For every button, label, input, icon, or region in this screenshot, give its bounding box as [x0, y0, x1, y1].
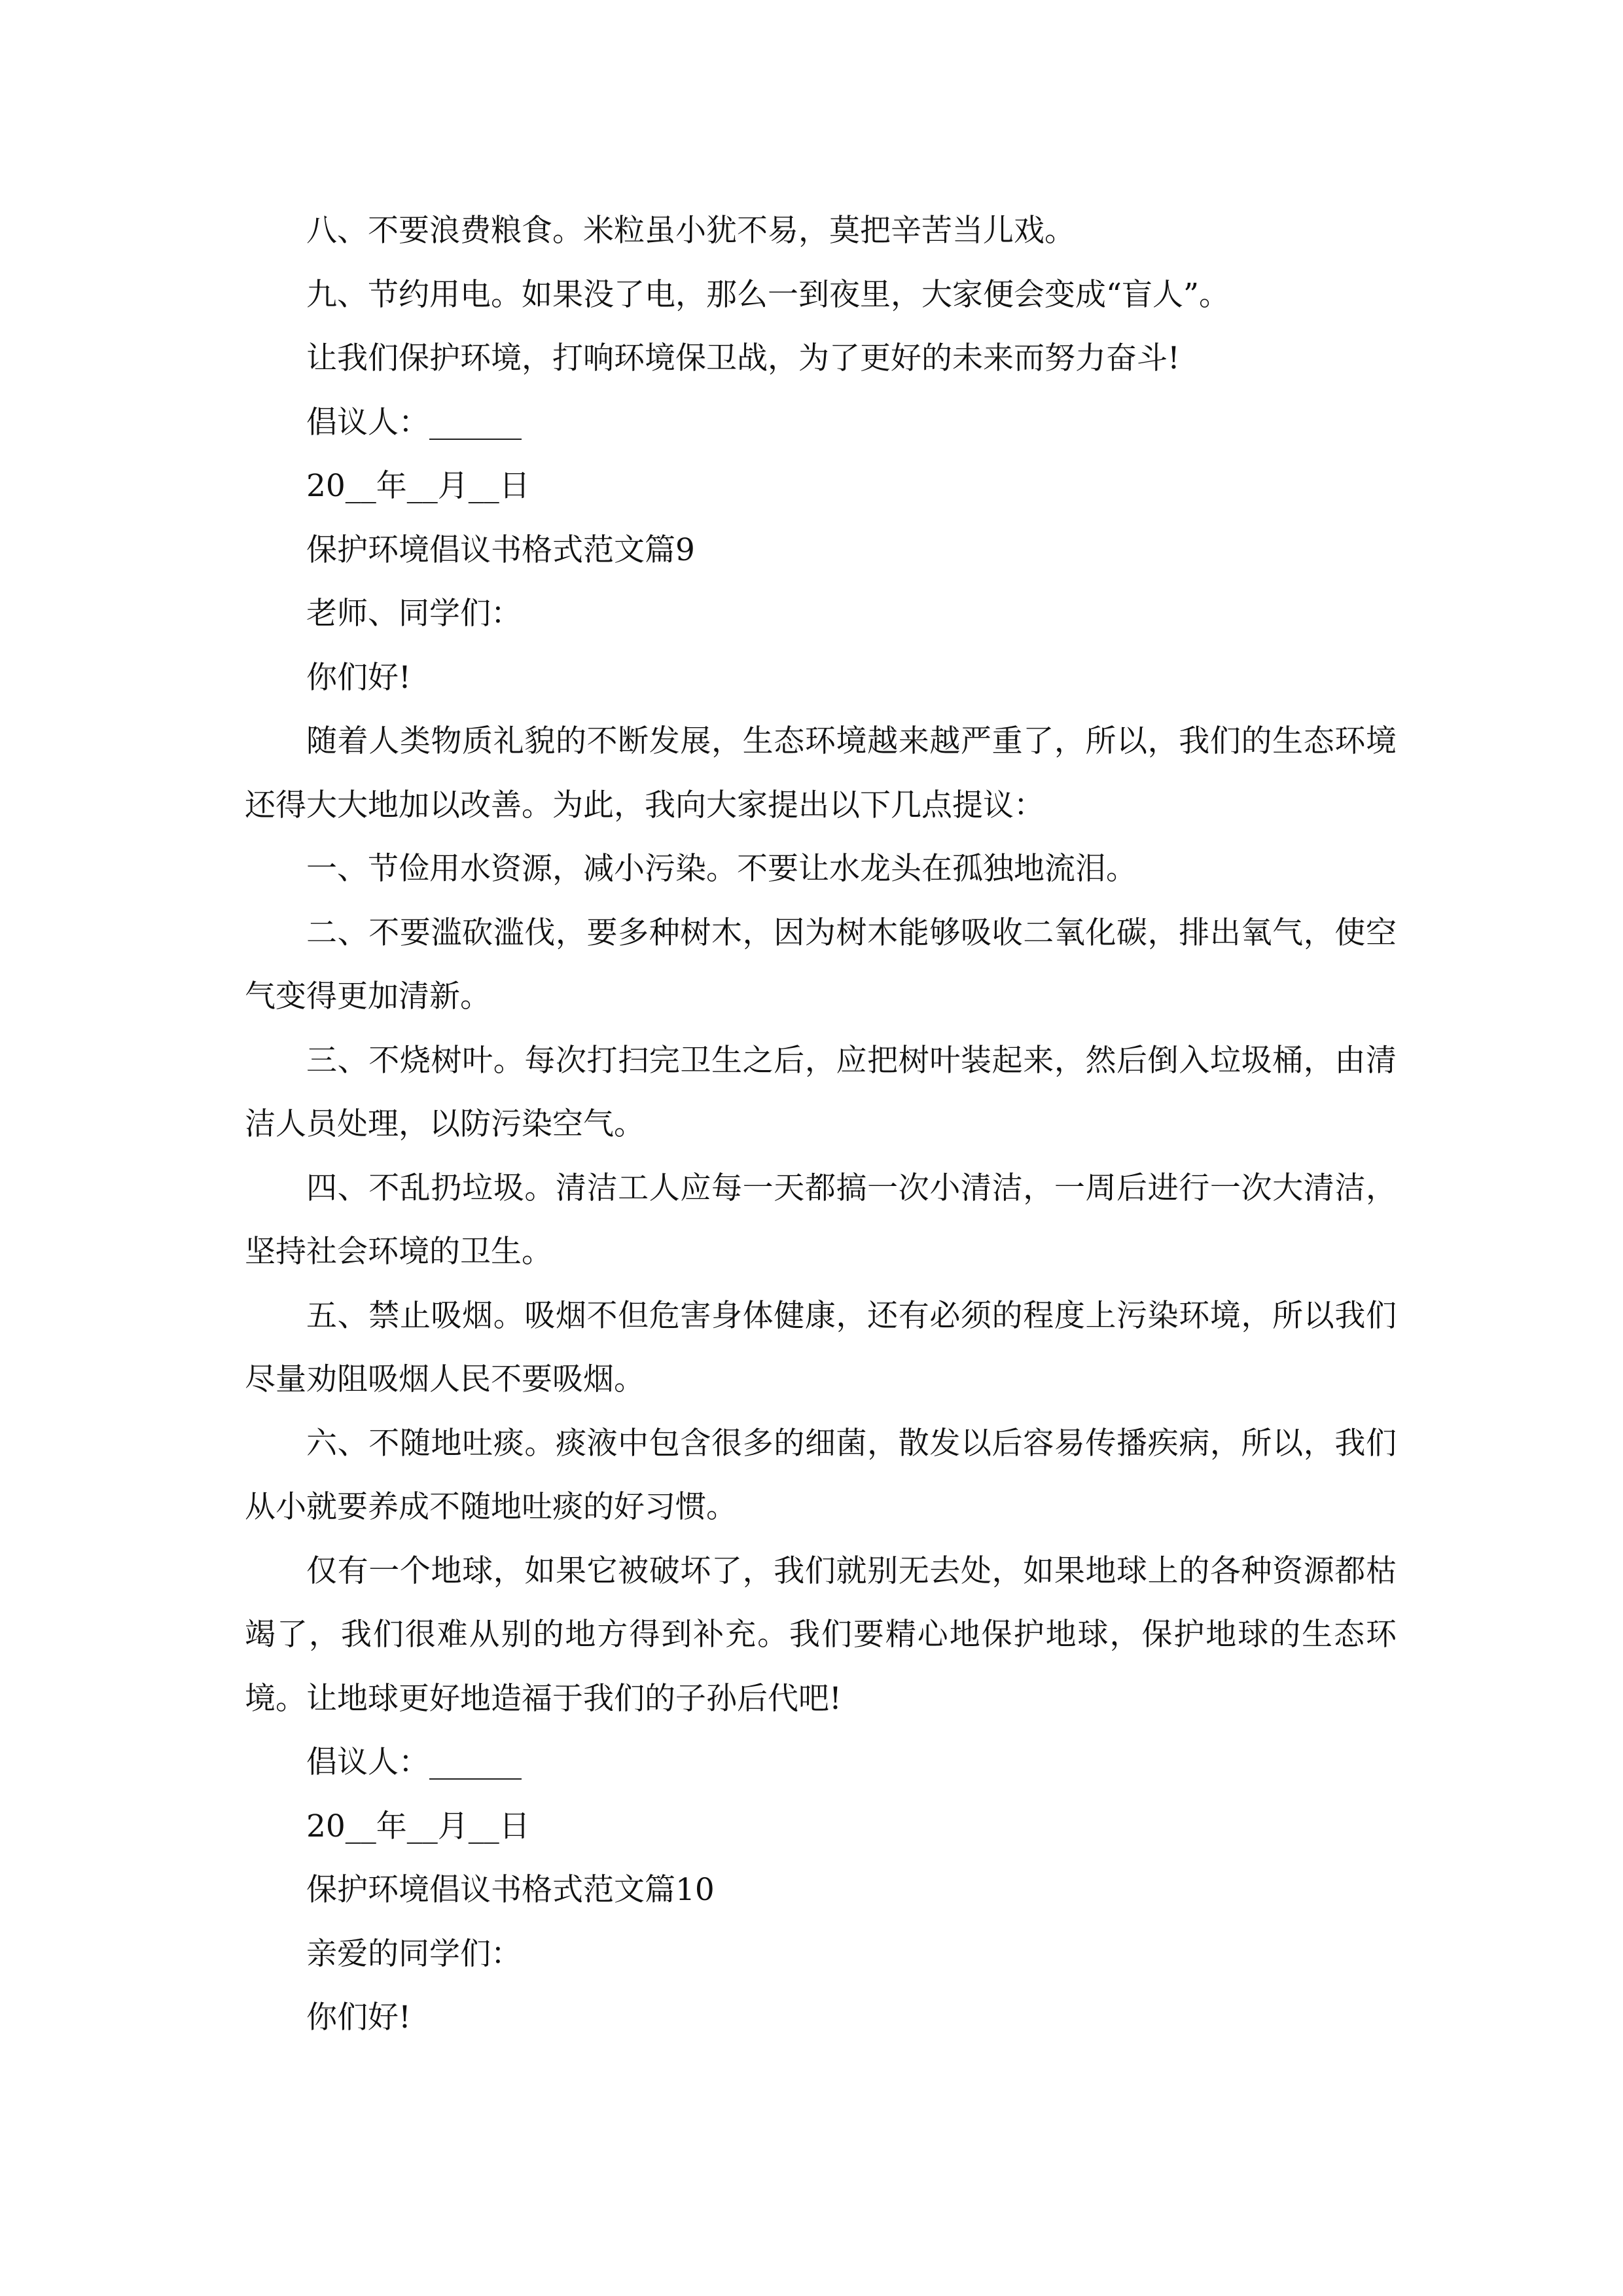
date-line: 20__年__月__日	[306, 1808, 530, 1844]
section-title: 保护环境倡议书格式范文篇9	[306, 531, 695, 568]
intro-paragraph: 随着人类物质礼貌的不断发展，生态环境越来越严重了，所以，我们的生态环境还得大大地加以改善。为此，我向大家提出以下几点提议：	[245, 723, 1397, 823]
greeting: 你们好!	[306, 2000, 411, 2036]
greeting: 你们好!	[306, 659, 411, 696]
document-body	[245, 199, 1397, 2050]
paragraph-item-8: 八、不要浪费粮食。米粒虽小犹不易，莫把辛苦当儿戏。	[306, 213, 1075, 249]
paragraph-item-3: 三、不烧树叶。每次打扫完卫生之后，应把树叶装起来，然后倒入垃圾桶，由清洁人员处理，以防污染空气。	[245, 1042, 1397, 1142]
salutation: 亲爱的同学们：	[306, 1935, 522, 1972]
paragraph-item-4: 四、不乱扔垃圾。清洁工人应每一天都搞一次小清洁，一周后进行一次大清洁，坚持社会环境的卫生。	[245, 1170, 1397, 1270]
paragraph-item-2: 二、不要滥砍滥伐，要多种树木，因为树木能够吸收二氧化碳，排出氧气，使空气变得更加清新。	[245, 914, 1397, 1014]
paragraph-item-5: 五、禁止吸烟。吸烟不但危害身体健康，还有必须的程度上污染环境，所以我们尽量劝阻吸烟人民不要吸烟。	[245, 1297, 1397, 1397]
paragraph-item-6: 六、不随地吐痰。痰液中包含很多的细菌，散发以后容易传播疾病，所以，我们从小就要养成不随地吐痰的好习惯。	[245, 1425, 1397, 1525]
signature-line: 倡议人：______	[306, 404, 522, 440]
paragraph-item-9: 九、节约用电。如果没了电，那么一到夜里，大家便会变成“盲人”。	[306, 276, 1230, 313]
closing-call-paragraph: 让我们保护环境，打响环境保卫战，为了更好的未来而努力奋斗!	[306, 340, 1180, 376]
signature-line: 倡议人：______	[306, 1744, 522, 1780]
salutation: 老师、同学们：	[306, 596, 522, 632]
date-line: 20__年__月__日	[306, 468, 530, 504]
section-title: 保护环境倡议书格式范文篇10	[306, 1872, 715, 1908]
conclusion-paragraph: 仅有一个地球，如果它被破坏了，我们就别无去处，如果地球上的各种资源都枯竭了，我们很难从别的地方得到补充。我们要精心地保护地球，保护地球的生态环境。让地球更好地造福于我们的子孙后代吧!	[245, 1552, 1397, 1717]
paragraph-item-1: 一、节俭用水资源，减小污染。不要让水龙头在孤独地流泪。	[306, 851, 1137, 887]
